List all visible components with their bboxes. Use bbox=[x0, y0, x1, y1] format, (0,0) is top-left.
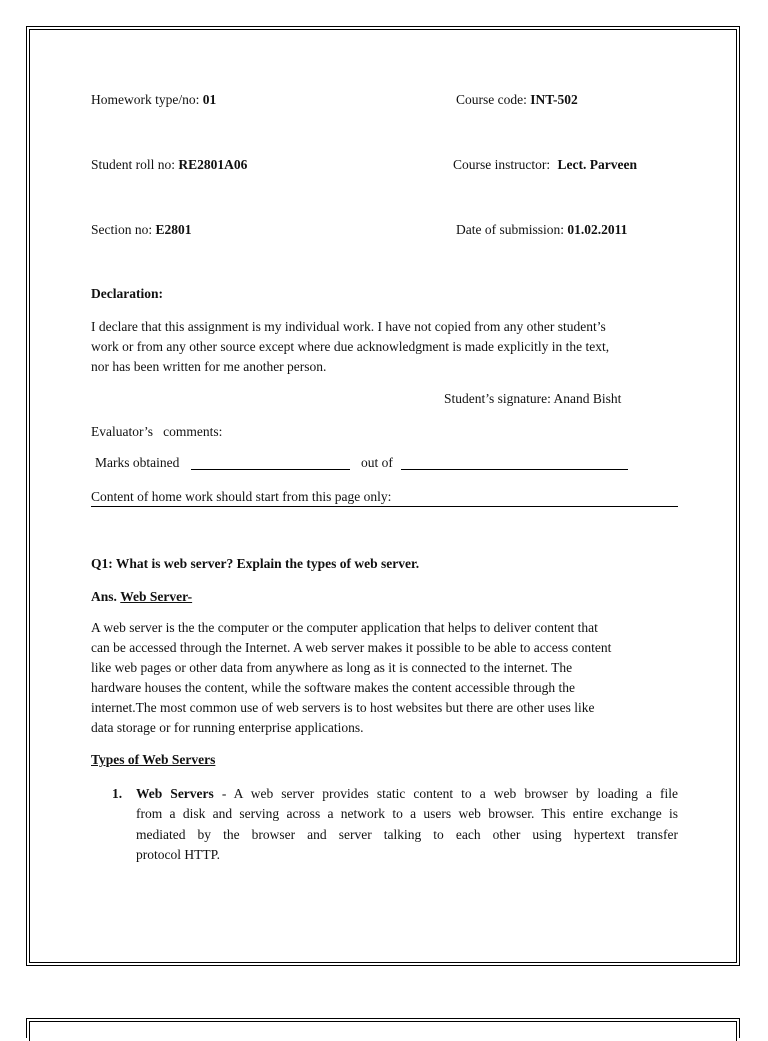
paragraph-line: internet.The most common use of web servers is to host websites but there are other uses like bbox=[91, 700, 595, 715]
declaration-line: I declare that this assignment is my individual work. I have not copied from any other student’s bbox=[91, 319, 606, 334]
paragraph-line: hardware houses the content, while the software makes the content accessible through the bbox=[91, 680, 575, 695]
list-number: 1. bbox=[112, 786, 123, 801]
declaration-line: work or from any other source except where due acknowledgment is made explicitly in the text, bbox=[91, 339, 610, 354]
declaration-text bbox=[91, 317, 677, 377]
paragraph-line: A web server is the the computer or the computer application that helps to deliver content that bbox=[91, 620, 598, 635]
list-line: from a disk and serving across a network to a users web browser. This entire exchange is bbox=[136, 806, 678, 822]
section-field bbox=[91, 222, 192, 238]
list-term: Web Servers bbox=[136, 786, 214, 801]
homework-field bbox=[91, 92, 216, 108]
content-start-rule bbox=[91, 506, 678, 507]
course-code-field bbox=[456, 92, 578, 108]
content-start-note: Content of home work should start from this page only: bbox=[91, 489, 392, 504]
out-of-label: out of bbox=[361, 455, 393, 470]
roll-label: Student roll no: bbox=[91, 157, 175, 172]
student-signature: Student’s signature: Anand Bisht bbox=[444, 391, 622, 406]
list-item bbox=[136, 784, 678, 865]
marks-obtained-label: Marks obtained bbox=[95, 455, 180, 470]
course-code-label: Course code: bbox=[456, 92, 527, 107]
date-field bbox=[456, 222, 627, 238]
evaluator-comments-label: Evaluator’s comments: bbox=[91, 424, 223, 439]
list-line bbox=[136, 784, 678, 804]
paragraph-line: like web pages or other data from anywhere as long as it is connected to the internet. The bbox=[91, 660, 573, 675]
date-label: Date of submission: bbox=[456, 222, 564, 237]
date-value: 01.02.2011 bbox=[567, 222, 628, 237]
question-heading: Q1: What is web server? Explain the types of web server. bbox=[91, 556, 420, 571]
declaration-heading: Declaration: bbox=[91, 286, 163, 301]
roll-field bbox=[91, 157, 247, 173]
marks-obtained-line bbox=[191, 469, 350, 470]
instructor-value: Lect. Parveen bbox=[557, 157, 637, 172]
next-page-border-inner bbox=[29, 1021, 737, 1041]
answer-paragraph bbox=[91, 618, 677, 738]
instructor-field bbox=[453, 157, 637, 173]
paragraph-line: data storage or for running enterprise applications. bbox=[91, 720, 364, 735]
homework-label: Homework type/no: bbox=[91, 92, 200, 107]
types-heading: Types of Web Servers bbox=[91, 752, 216, 767]
section-value: E2801 bbox=[155, 222, 192, 237]
section-label: Section no: bbox=[91, 222, 153, 237]
list-line-text: - A web server provides static content to a web browser by loading a file bbox=[213, 786, 678, 801]
course-code-value: INT-502 bbox=[530, 92, 578, 107]
list-line: protocol HTTP. bbox=[136, 846, 220, 862]
list-line: mediated by the browser and server talking to each other using hypertext transfer bbox=[136, 826, 678, 842]
instructor-label: Course instructor: bbox=[453, 157, 551, 172]
declaration-line: nor has been written for me another person. bbox=[91, 359, 327, 374]
out-of-line bbox=[401, 469, 628, 470]
roll-value: RE2801A06 bbox=[178, 157, 248, 172]
answer-prefix: Ans. bbox=[91, 589, 117, 604]
paragraph-line: can be accessed through the Internet. A web server makes it possible to be able to access content bbox=[91, 640, 612, 655]
answer-title: Web Server- bbox=[120, 589, 193, 604]
homework-value: 01 bbox=[202, 92, 217, 107]
answer-heading bbox=[91, 589, 192, 605]
